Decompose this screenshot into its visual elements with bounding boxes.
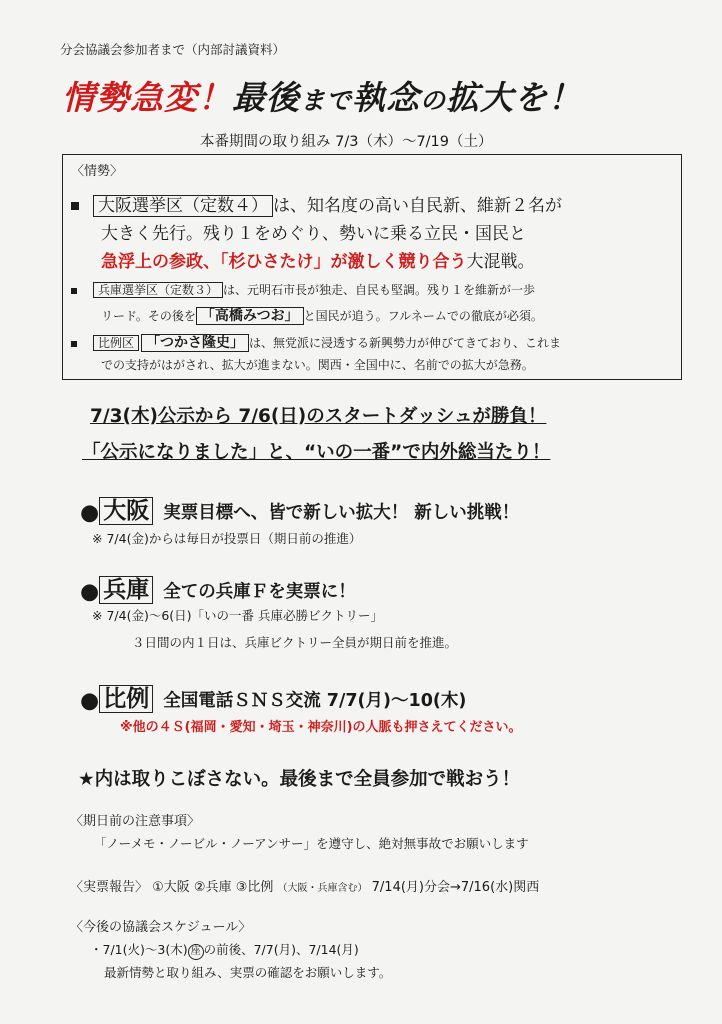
report-text-a: 〈実票報告〉 ①大阪 ②兵庫 ③比例 <box>70 880 274 895</box>
hirei-heading: 比例 <box>99 685 153 713</box>
hirei-situation-line1 <box>71 332 561 352</box>
title-part2c: 執念 <box>352 78 421 117</box>
notice-heading: 〈期日前の注意事項〉 <box>70 814 201 829</box>
hirei-situation-line2: での支持がはがされ、拡大が進まない。関西・全国中に、名前での拡大が急務。 <box>101 358 534 372</box>
situation-heading: 〈情勢〉 <box>71 164 124 179</box>
title-part2a: 最後 <box>232 78 300 117</box>
hyogo-text-2b: と国民が追う。フルネームでの徹底が必須。 <box>303 309 543 323</box>
schedule-text-1b: の前後、7/7(月)、7/14(月) <box>203 942 359 957</box>
osaka-red-text-2: 激しく競り合う <box>347 252 467 272</box>
schedule-heading: 〈今後の協議会スケジュール〉 <box>70 920 252 935</box>
hyogo-text-1: は、元明石市長が独走、自民も堅調。残り１を維新が一歩 <box>223 283 536 297</box>
hyogo-text-2a: リード。その後を <box>101 309 196 323</box>
schedule-line-1 <box>90 940 359 960</box>
hyogo-note-1: ※ 7/4(金)～6(日)「いの一番 兵庫必勝ビクトリー」 <box>92 608 383 623</box>
hirei-label: 比例区 <box>93 335 139 351</box>
hyogo-district-label: 兵庫選挙区（定数３） <box>93 282 223 298</box>
osaka-situation-line3 <box>101 247 535 272</box>
osaka-district-label: 大阪選挙区（定数４） <box>93 195 273 217</box>
bullet-dot-icon: ● <box>80 579 100 605</box>
osaka-situation-line2: 大きく先行。残り１をめぐり、勢いに乗る立民・国民と <box>101 224 526 244</box>
hyogo-goal-text: 全ての兵庫Ｆを実票に！ <box>163 582 356 602</box>
start-dash-line1: 7/3(木)公示から 7/6(日)のスタートダッシュが勝負！ <box>90 406 547 427</box>
title-part2e: 拡大 <box>446 78 515 117</box>
schedule-text-1a: ・7/1(火)～3(木) <box>90 942 188 957</box>
title-part1: 情勢急変！ <box>62 78 232 117</box>
osaka-red-text-1: 急浮上の参政、「杉ひさたけ」が <box>101 252 348 272</box>
period-subtitle: 本番期間の取り組み 7/3（木）～7/19（土） <box>200 134 493 150</box>
report-text-b: 7/14(月)分会→7/16(水)関西 <box>371 880 540 895</box>
schedule-line-2: 最新情勢と取り組み、実票の確認をお願いします。 <box>104 965 392 980</box>
report-text-tiny: （大阪・兵庫含む） <box>277 883 368 894</box>
osaka-goal-text: 実票目標へ、皆で新しい拡大！ 新しい挑戦！ <box>163 503 520 523</box>
square-bullet-icon <box>71 288 77 294</box>
osaka-text-1: は、知名度の高い自民新、維新２名が <box>273 196 562 216</box>
osaka-text-end: 大混戦。 <box>466 252 535 272</box>
hyogo-note-2: ３日間の内１日は、兵庫ビクトリー全員が期日前を推進。 <box>132 635 458 650</box>
osaka-section <box>80 492 519 526</box>
hyogo-situation-line2 <box>101 305 543 325</box>
hirei-section <box>80 680 466 714</box>
square-bullet-icon <box>71 202 79 210</box>
bullet-dot-icon: ● <box>80 500 100 526</box>
title-part2b: まで <box>300 86 353 115</box>
hyogo-situation-line1 <box>71 281 535 298</box>
hyogo-candidate-name: 「高橋みつお」 <box>196 307 304 325</box>
hirei-candidate-name: 「つかさ隆史」 <box>141 334 249 352</box>
circled-char: 座 <box>188 944 204 960</box>
header-note: 分会協議会参加者まで（内部討議資料） <box>60 42 286 57</box>
hirei-goal-text: 全国電話ＳＮＳ交流 7/7(月)～10(木) <box>163 691 467 711</box>
osaka-note: ※ 7/4(金)からは毎日が投票日（期日前の推進） <box>92 531 362 546</box>
page-title <box>62 72 582 119</box>
start-dash-line2: 「公示になりました」と、“いの一番”で内外総当たり！ <box>82 442 551 463</box>
square-bullet-icon <box>71 341 77 347</box>
title-part2d: の <box>420 86 447 115</box>
hyogo-section <box>80 571 356 605</box>
notice-text: 「ノーメモ・ノービル・ノーアンサー」を遵守し、絶対無事故でお願いします <box>94 836 529 851</box>
osaka-heading: 大阪 <box>99 497 153 525</box>
report-line <box>70 876 539 895</box>
situation-box <box>62 154 682 380</box>
hirei-note: ※他の４Ｓ(福岡・愛知・埼玉・神奈川)の人脈も押さえてください。 <box>120 720 522 735</box>
title-part2f: を！ <box>514 78 583 117</box>
osaka-situation-line1 <box>71 191 562 216</box>
closing-slogan: ★内は取りこぼさない。最後まで全員参加で戦おう！ <box>78 769 521 790</box>
hyogo-heading: 兵庫 <box>99 576 153 604</box>
hirei-text-1: は、無党派に浸透する新興勢力が伸びてきており、これま <box>249 336 562 350</box>
bullet-dot-icon: ● <box>80 688 100 714</box>
